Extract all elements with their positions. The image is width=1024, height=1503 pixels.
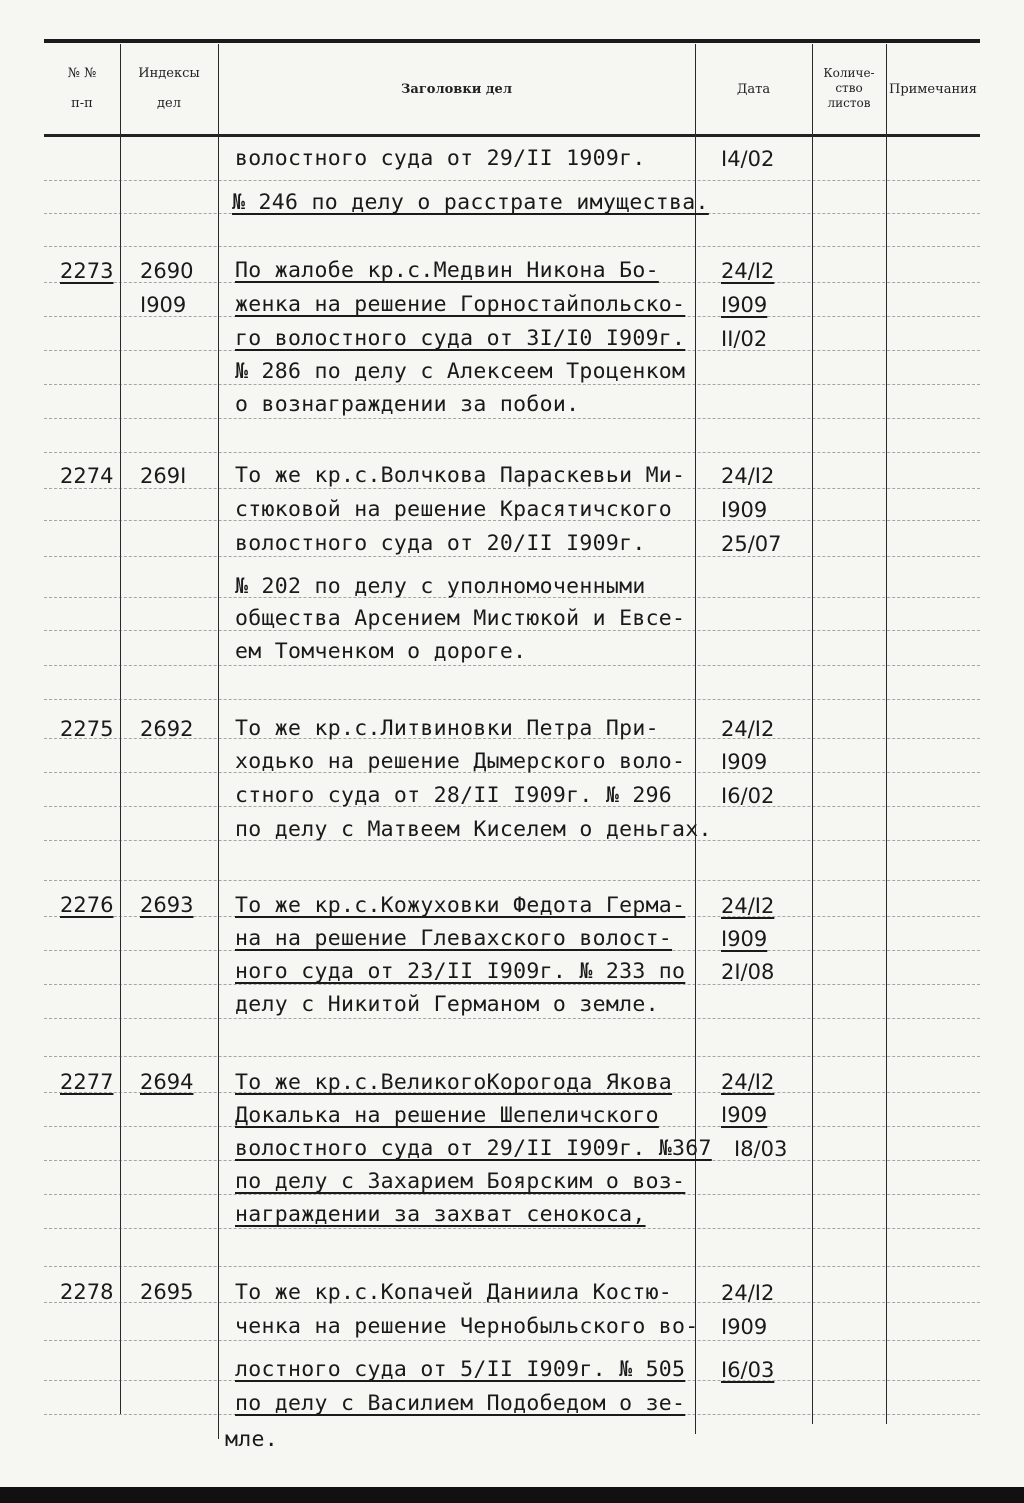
record-index-year: I909 [140, 293, 187, 317]
title-line: волостного суда от 29/II 1909г. [235, 146, 646, 171]
row-rule [44, 1056, 980, 1058]
title-line: То же кр.с.ВеликогоКорогода Якова [235, 1070, 673, 1095]
title-line: То же кр.с.Литвиновки Петра При- [235, 716, 659, 741]
date-line: 24/I2 [721, 259, 775, 283]
title-line: № 246 по делу о расстрате имущества. [232, 190, 709, 215]
title-line: лостного суда от 5/II I909г. № 505 [235, 1357, 686, 1382]
date-line: I8/03 [734, 1137, 788, 1161]
title-line: по делу с Василием Подобедом о зе- [235, 1391, 686, 1416]
title-line: по делу с Захарием Боярским о воз- [235, 1169, 686, 1194]
title-line: по делу с Матвеем Киселем о деньгах. [235, 817, 712, 842]
date-line: 24/I2 [721, 1281, 775, 1305]
row-rule [44, 1018, 980, 1020]
column-divider [812, 44, 813, 1424]
record-number: 2275 [60, 717, 114, 741]
record-index: 2693 [140, 893, 194, 917]
date-line: 24/I2 [721, 464, 775, 488]
title-line: Докалька на решение Шепеличского [235, 1103, 659, 1128]
title-line: По жалобе кр.с.Медвин Никона Бо- [235, 258, 659, 283]
title-line: награждении за захват сенокоса, [235, 1202, 646, 1227]
date-line: 24/I2 [721, 894, 775, 918]
header-sheet-count-column: Количе- ство листов [823, 66, 875, 110]
title-line: То же кр.с.Волчкова Параскевьи Ми- [235, 463, 686, 488]
title-line: общества Арсением Мистюкой и Евсе- [235, 606, 686, 631]
title-line: То же кр.с.Копачей Даниила Костю- [235, 1280, 673, 1305]
date-line: I909 [721, 1103, 768, 1127]
row-rule [44, 452, 980, 454]
header-date-column: Дата [736, 82, 771, 97]
title-line: волостного суда от 29/II I909г. №367 [235, 1136, 712, 1161]
column-divider [120, 44, 121, 1414]
record-index: 2695 [140, 1280, 194, 1304]
date-line: I909 [721, 498, 768, 522]
row-rule [44, 1266, 980, 1268]
title-line: ного суда от 23/II I909г. № 233 по [235, 959, 686, 984]
date-line: I909 [721, 927, 768, 951]
title-line: ем Томченком о дороге. [235, 639, 527, 664]
title-line: ченка на решение Чернобыльского во- [235, 1314, 699, 1339]
date-line: I909 [721, 1315, 768, 1339]
title-line: волостного суда от 20/II I909г. [235, 531, 646, 556]
date-line: II/02 [721, 327, 768, 351]
bottom-scan-edge [0, 1487, 1024, 1503]
row-rule [44, 699, 980, 701]
title-line: № 202 по делу с уполномоченными [235, 574, 646, 599]
row-rule [44, 418, 980, 420]
row-rule [44, 880, 980, 882]
date-line: 25/07 [721, 532, 782, 556]
date-line: I4/02 [721, 147, 775, 171]
row-rule [44, 1340, 980, 1342]
record-index: 2694 [140, 1070, 194, 1094]
header-number-column: № № п-п [67, 66, 97, 111]
title-line: № 286 по делу с Алексеем Троценком [235, 359, 686, 384]
record-index: 269I [140, 464, 187, 488]
record-index: 2690 [140, 259, 194, 283]
date-line: 2I/08 [721, 960, 775, 984]
row-rule [44, 180, 980, 182]
header-index-column: Индексы дел [138, 66, 200, 111]
title-line: стюковой на решение Красятичского [235, 497, 673, 522]
title-line: на на решение Глевахского волост- [235, 926, 673, 951]
header-bottom-border [44, 134, 980, 137]
date-line: 24/I2 [721, 717, 775, 741]
title-line: го волостного суда от 3I/I0 I909г. [235, 326, 686, 351]
row-rule [44, 665, 980, 667]
header-title-column: Заголовки дел [401, 82, 512, 97]
top-border [44, 39, 980, 43]
row-rule [44, 1228, 980, 1230]
record-index: 2692 [140, 717, 194, 741]
title-line: о вознаграждении за побои. [235, 392, 580, 417]
title-line: делу с Никитой Германом о земле. [235, 992, 659, 1017]
date-line: I6/03 [721, 1358, 775, 1382]
row-rule [44, 246, 980, 248]
title-line: То же кр.с.Кожуховки Федота Герма- [235, 893, 686, 918]
record-number: 2278 [60, 1280, 114, 1304]
date-line: 24/I2 [721, 1070, 775, 1094]
title-line: мле. [225, 1427, 278, 1452]
record-number: 2277 [60, 1070, 114, 1094]
record-number: 2273 [60, 259, 114, 283]
record-number: 2274 [60, 464, 114, 488]
date-line: I909 [721, 750, 768, 774]
title-line: женка на решение Горностайпольско- [235, 292, 686, 317]
column-divider [886, 44, 887, 1424]
title-line: ходько на решение Дымерского воло- [235, 749, 686, 774]
header-notes-column: Примечания [888, 82, 977, 97]
date-line: I909 [721, 293, 768, 317]
record-number: 2276 [60, 893, 114, 917]
title-line: стного суда от 28/II I909г. № 296 [235, 783, 673, 808]
date-line: I6/02 [721, 784, 775, 808]
